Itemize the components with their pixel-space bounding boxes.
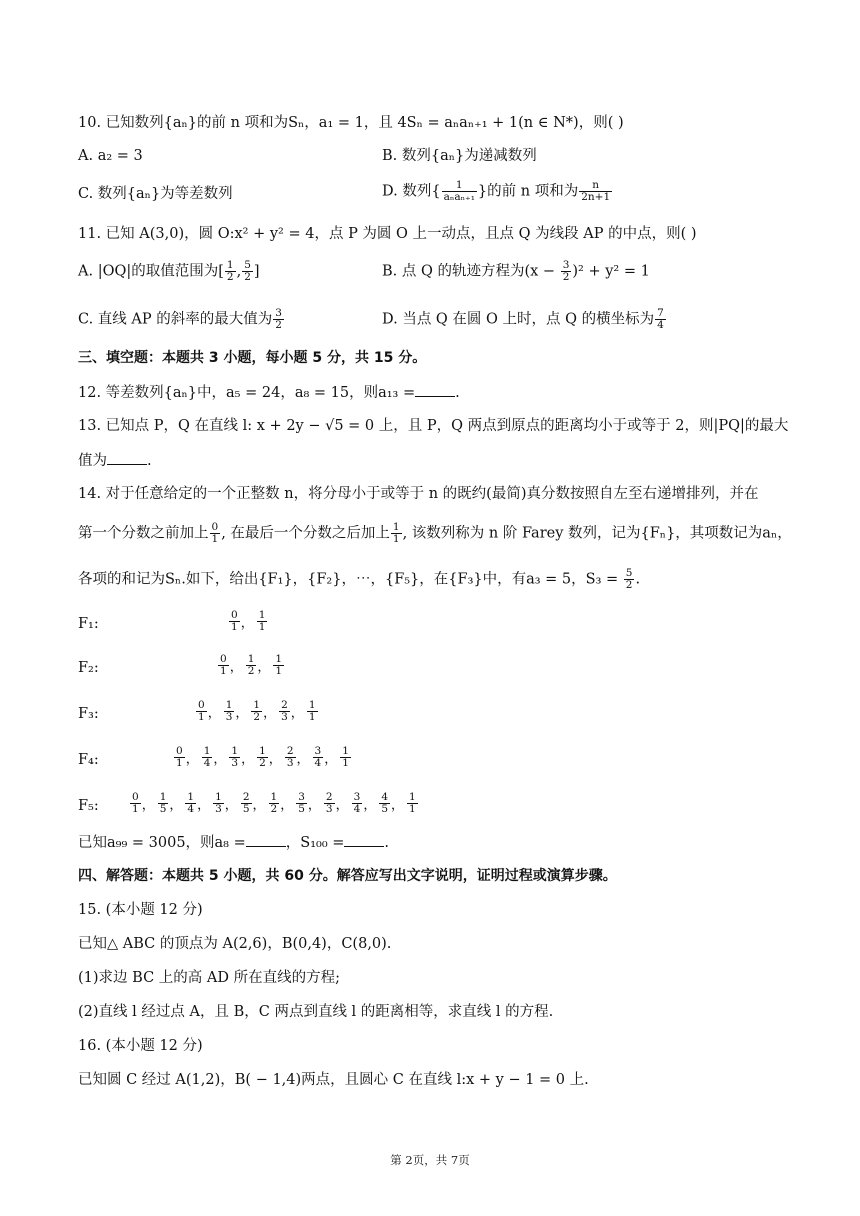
farey-fraction: $\frac{1}{2}$ [270,791,278,815]
fraction: $\frac{1}{1}$ [392,521,400,545]
farey-fraction: $\frac{1}{1}$ [342,745,349,769]
q10-option-b: B. 数列{aₙ}为递减数列 [382,148,537,164]
separator: ， [335,798,349,813]
fraction: $\frac{5}{2}$ [625,567,633,591]
farey-fraction: $\frac{0}{1}$ [198,699,205,723]
separator: ， [207,706,221,721]
farey-fraction: $\frac{1}{3}$ [231,745,239,769]
q11-option-d: D. 当点 Q 在圆 O 上时，点 Q 的横坐标为 $\frac{7}{4}$ [382,307,664,331]
separator: ， [263,706,277,721]
q15-stem: 已知△ ABC 的顶点为 A(2,6)，B(0,4)，C(8,0). [78,936,392,952]
farey-row [173,746,352,769]
section-4-heading: 四、解答题：本题共 5 小题，共 60 分。解答应写出文字说明，证明过程或演算步骤。 [78,868,617,884]
farey-row [195,700,319,723]
q10-option-a: A. a₂ = 3 [78,148,143,164]
separator: ， [141,798,155,813]
farey-fraction: $\frac{2}{3}$ [325,791,333,815]
fraction: $\frac{1}{\text{aₙaₙ₊₁}}$ [443,179,475,203]
farey-fraction: $\frac{0}{1}$ [176,745,183,769]
farey-fraction: $\frac{1}{2}$ [253,699,261,723]
farey-row-label: F₄: [78,752,99,768]
q10-option-c: C. 数列{aₙ}为等差数列 [78,186,233,202]
farey-fraction: $\frac{2}{3}$ [286,745,294,769]
fraction: $\frac{5}{2}$ [244,259,251,283]
farey-fraction: $\frac{3}{4}$ [314,745,322,769]
separator: ， [252,798,266,813]
farey-fraction: $\frac{3}{4}$ [353,791,361,815]
separator: ， [257,660,271,675]
farey-row-label: F₁: [78,616,99,632]
farey-fraction: $\frac{1}{1}$ [409,791,416,815]
separator: ， [169,798,183,813]
q10-stem: 10. 已知数列{aₙ}的前 n 项和为Sₙ，a₁ = 1，且 4Sₙ = aₙaₙ₊₁ + 1(n ∈ N*)，则( ) [78,115,624,131]
farey-fraction: $\frac{1}{1}$ [275,653,283,677]
fraction: $\frac{3}{2}$ [275,307,282,331]
separator: ， [240,616,254,631]
answer-blank [415,382,455,397]
separator: ， [307,798,321,813]
q12: 12. 等差数列{aₙ}中，a₅ = 24，a₈ = 15，则a₁₃ = . [78,382,460,403]
separator: ， [324,752,338,767]
farey-row [129,792,419,815]
answer-blank [107,450,147,465]
q16-stem: 已知圆 C 经过 A(1,2)，B( − 1,4)两点，且圆心 C 在直线 l:x + y − 1 = 0 上. [78,1072,589,1088]
farey-fraction: $\frac{1}{2}$ [247,653,255,677]
farey-fraction: $\frac{1}{3}$ [225,699,233,723]
q11-option-a: A. |OQ|的取值范围为[ $\frac{1}{2}$ , $\frac{5}{2}$ ] [78,259,260,283]
farey-fraction: $\frac{0}{1}$ [132,791,139,815]
q14-line2: 第一个分数之前加上 $\frac{0}{1}$ , 在最后一个分数之后加上 $\frac{1}{1}$ , 该数列称为 n 阶 Farey 数列，记为{Fₙ}，其项数记为aₙ， [78,521,792,545]
separator: ， [280,798,294,813]
q13-line2: 值为 . [78,450,152,471]
farey-fraction: $\frac{1}{1}$ [258,609,266,633]
page-footer: 第 2页，共 7页 [390,1153,470,1167]
q13-line1: 13. 已知点 P，Q 在直线 l: x + 2y − √5 = 0 上，且 P，Q 两点到原点的距离均小于或等于 2，则|PQ|的最大 [78,418,789,434]
farey-fraction: $\frac{1}{1}$ [308,699,316,723]
q16-header: 16. (本小题 12 分) [78,1038,203,1054]
separator: ， [241,752,255,767]
separator: ， [185,752,199,767]
separator: ， [290,706,304,721]
farey-fraction: $\frac{2}{5}$ [242,791,250,815]
farey-fraction: $\frac{1}{4}$ [203,745,211,769]
farey-row [228,610,268,633]
farey-fraction: $\frac{2}{3}$ [281,699,288,723]
separator: ， [197,798,211,813]
farey-fraction: $\frac{1}{4}$ [187,791,195,815]
separator: ， [268,752,282,767]
farey-row-label: F₂: [78,660,99,676]
farey-row-label: F₃: [78,706,99,722]
farey-fraction: $\frac{1}{2}$ [259,745,266,769]
separator: ， [363,798,377,813]
farey-row [217,654,285,677]
q14-final: 已知a₉₉ = 3005，则a₈ = ，S₁₀₀ = . [78,832,389,853]
separator: ， [391,798,405,813]
fraction: $\frac{1}{2}$ [226,259,234,283]
separator: ， [229,660,243,675]
fraction: $\frac{7}{4}$ [657,307,664,331]
q11-option-b: B. 点 Q 的轨迹方程为(x − $\frac{3}{2}$ )² + y² = 1 [382,259,650,283]
separator: ， [235,706,249,721]
farey-fraction: $\frac{3}{5}$ [298,791,305,815]
q11-option-c: C. 直线 AP 的斜率的最大值为 $\frac{3}{2}$ [78,307,282,331]
answer-blank [246,832,286,847]
farey-fraction: $\frac{0}{1}$ [220,653,227,677]
q10-option-d: D. 数列{ $\frac{1}{\text{aₙaₙ₊₁}}$ }的前 n 项和为 $\frac{n}{2n+1}$ [382,179,611,203]
farey-fraction: $\frac{1}{5}$ [159,791,167,815]
farey-fraction: $\frac{0}{1}$ [231,609,238,633]
q15-header: 15. (本小题 12 分) [78,902,203,918]
separator: ， [296,752,310,767]
farey-fraction: $\frac{1}{3}$ [215,791,222,815]
q15-part1: (1)求边 BC 上的高 AD 所在直线的方程; [78,970,340,986]
section-3-heading: 三、填空题：本题共 3 小题，每小题 5 分，共 15 分。 [78,350,427,366]
q15-part2: (2)直线 l 经过点 A，且 B，C 两点到直线 l 的距离相等，求直线 l 的方程. [78,1004,554,1020]
answer-blank [344,832,384,847]
separator: ， [213,752,227,767]
q14-line3: 各项的和记为Sₙ.如下，给出{F₁}，{F₂}，⋯，{F₅}，在{F₃}中，有a₃ = 5，S₃ = $\frac{5}{2}$ . [78,567,641,591]
fraction: $\frac{n}{2n+1}$ [581,179,611,203]
farey-fraction: $\frac{4}{5}$ [381,791,389,815]
q11-stem: 11. 已知 A(3,0)，圆 O:x² + y² = 4，点 P 为圆 O 上一动点，且点 Q 为线段 AP 的中点，则( ) [78,226,697,242]
fraction: $\frac{0}{1}$ [211,521,219,545]
farey-row-label: F₅: [78,798,99,814]
separator: ， [224,798,238,813]
q14-line1: 14. 对于任意给定的一个正整数 n，将分母小于或等于 n 的既约(最简)真分数按照自左至右递增排列，并在 [78,486,759,502]
fraction: $\frac{3}{2}$ [562,259,570,283]
